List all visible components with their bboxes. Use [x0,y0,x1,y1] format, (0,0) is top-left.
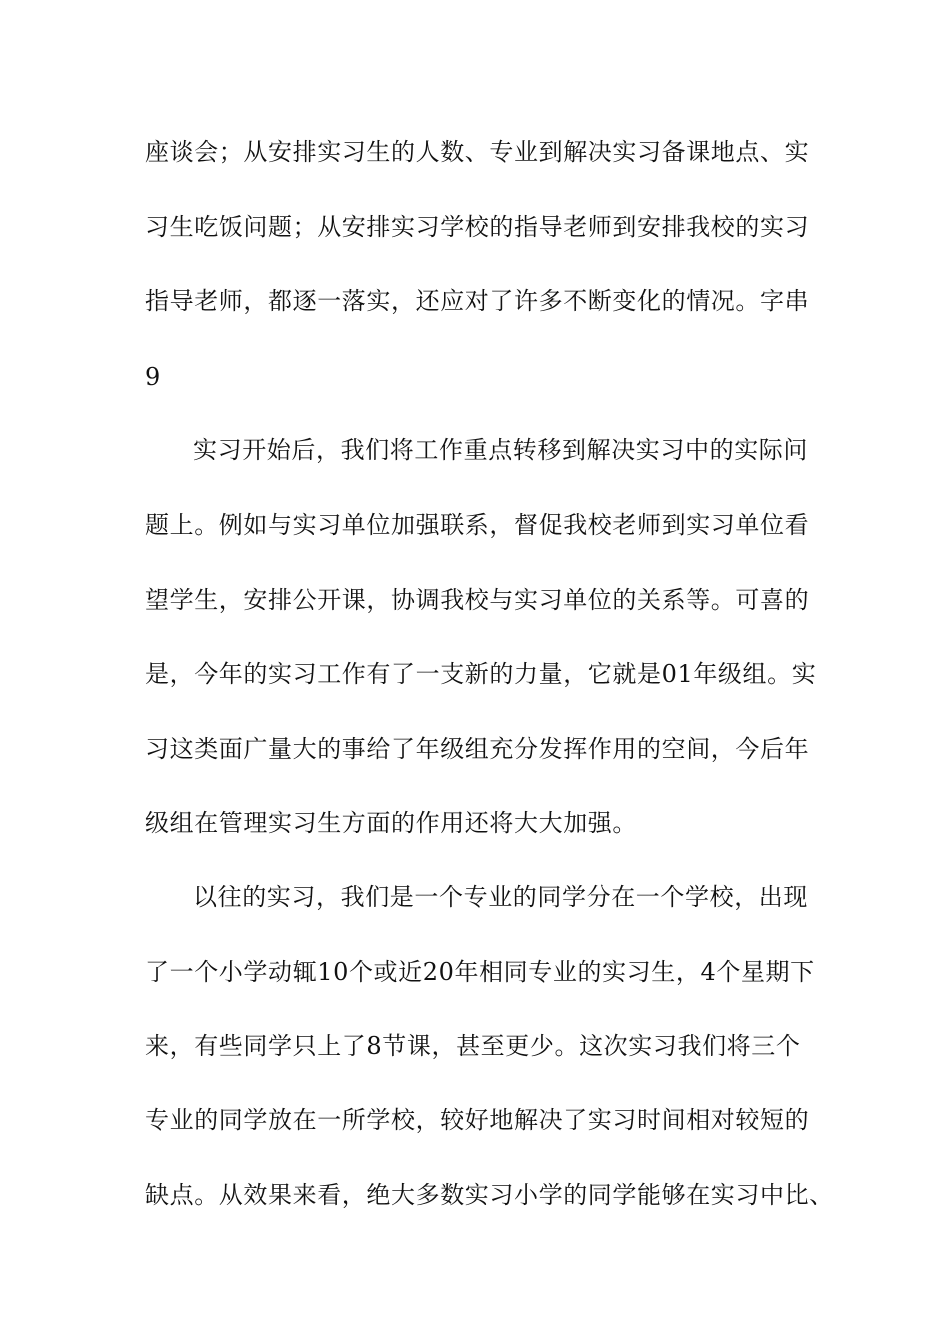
paragraph-start-line: 实习开始后，我们将工作重点转移到解决实习中的实际问 [193,436,808,464]
text-line: 是，今年的实习工作有了一支新的力量，它就是01年级组。实 [145,660,817,688]
text-line: 缺点。从效果来看，绝大多数实习小学的同学能够在实习中比、 [145,1181,834,1209]
text-line: 习生吃饭问题；从安排实习学校的指导老师到安排我校的实习 [145,213,810,241]
text-line: 望学生，安排公开课，协调我校与实习单位的关系等。可喜的 [145,586,810,614]
text-line: 了一个小学动辄10个或近20年相同专业的实习生，4个星期下 [145,958,815,986]
text-line: 专业的同学放在一所学校，较好地解决了实习时间相对较短的 [145,1106,810,1134]
text-line: 习这类面广量大的事给了年级组充分发挥作用的空间，今后年 [145,735,810,763]
text-line: 指导老师，都逐一落实，还应对了许多不断变化的情况。字串 [145,287,810,315]
text-line: 级组在管理实习生方面的作用还将大大加强。 [145,809,637,837]
text-line: 座谈会；从安排实习生的人数、专业到解决实习备课地点、实 [145,138,810,166]
text-line: 来，有些同学只上了8节课，甚至更少。这次实习我们将三个 [145,1032,801,1060]
paragraph-start-line: 以往的实习，我们是一个专业的同学分在一个学校，出现 [193,883,808,911]
text-line: 题上。例如与实习单位加强联系，督促我校老师到实习单位看 [145,511,810,539]
text-line: 9 [145,363,161,391]
